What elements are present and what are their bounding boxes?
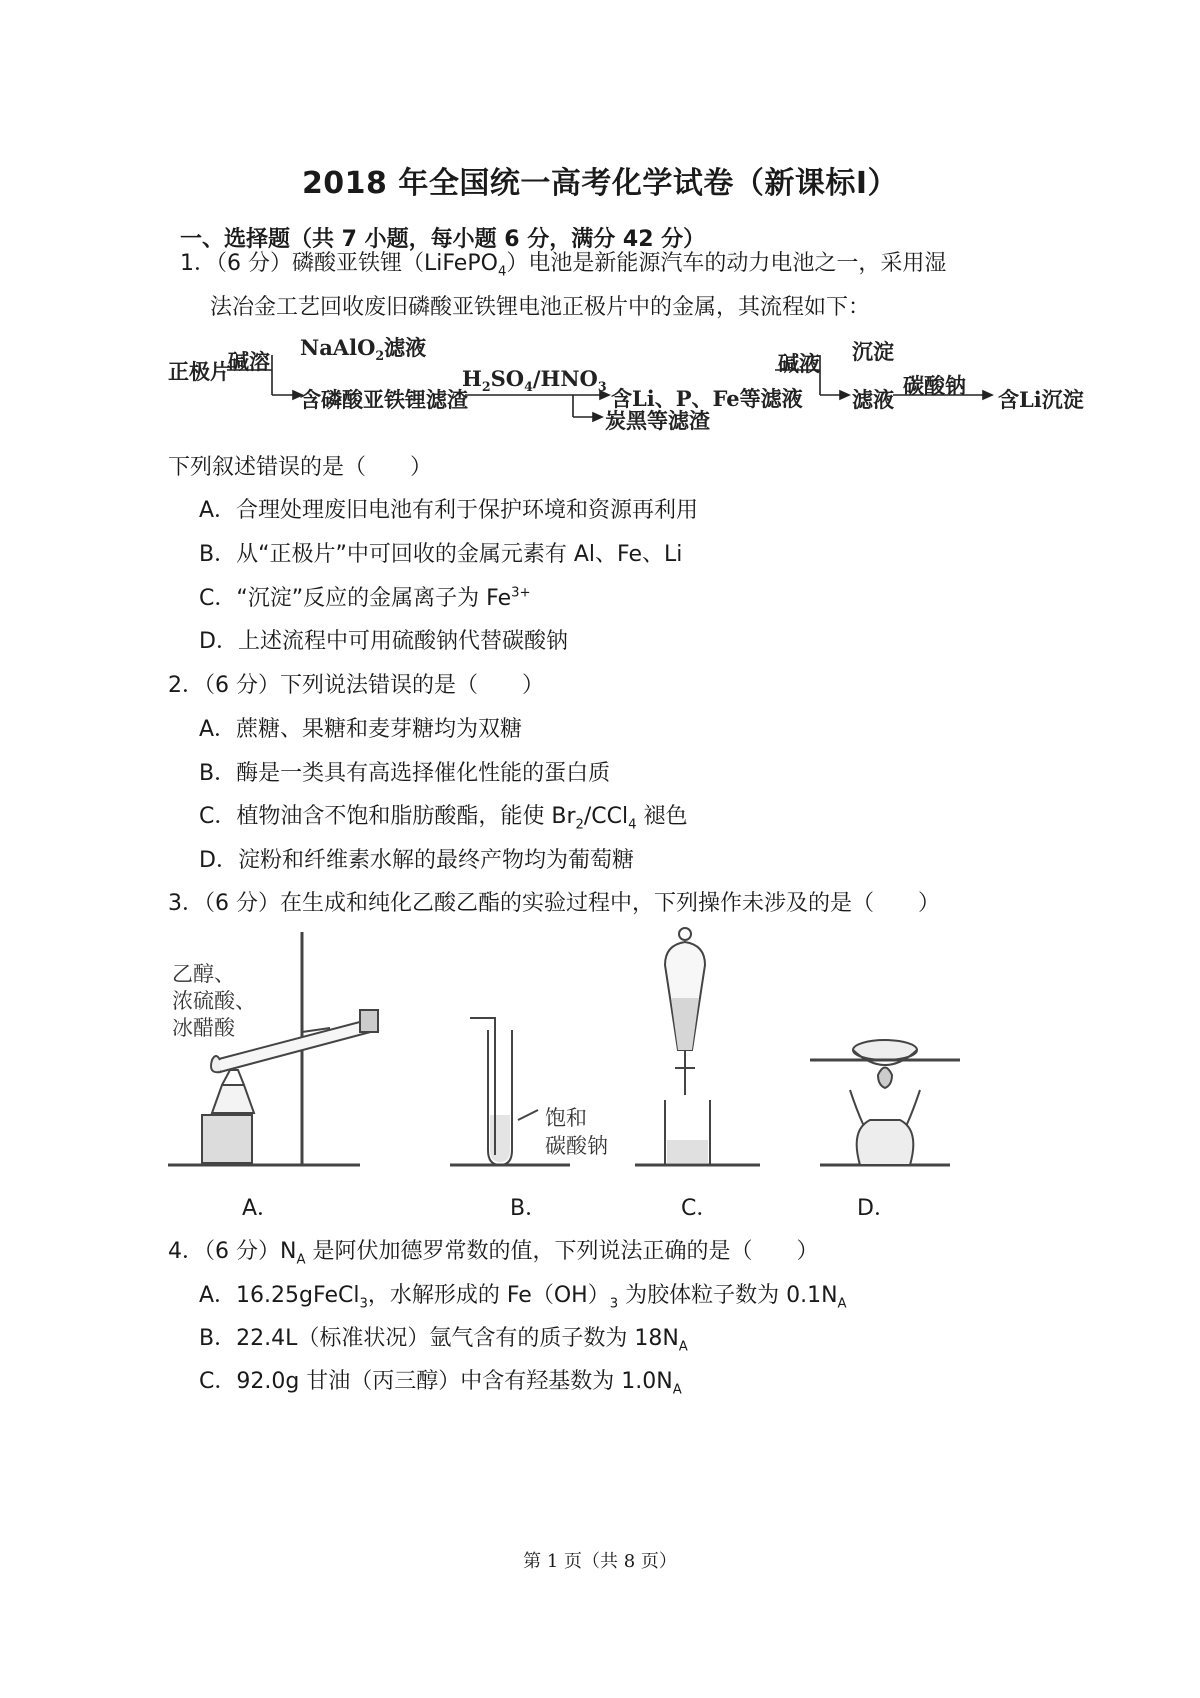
q2-option-c[interactable] (199, 799, 688, 832)
q4-option-b[interactable] (199, 1321, 688, 1354)
q2-c-mid: /CCl (583, 804, 629, 829)
q1-option-c-sup: 3+ (511, 585, 531, 601)
q4-a-sub2: 3 (609, 1296, 619, 1312)
q3-option-b[interactable]: B． (510, 1196, 548, 1221)
acid-hno: /HNO (532, 366, 598, 391)
flow-output-7: 含Li沉淀 (998, 387, 1084, 412)
q1-text-b: ）电池是新能源汽车的动力电池之一，采用湿 (506, 251, 947, 276)
apparatus-a-reagent-1: 乙醇、 (172, 962, 235, 986)
q2-option-a[interactable]: A．蔗糖、果糖和麦芽糖均为双糖 (199, 717, 523, 742)
q2-option-b[interactable]: B．酶是一类具有高选择催化性能的蛋白质 (199, 761, 611, 786)
q4-a-1: A．16.25gFeCl (199, 1283, 360, 1308)
question-1-line2: 法冶金工艺回收废旧磷酸亚铁锂电池正极片中的金属，其流程如下： (210, 295, 871, 320)
q2-c-sub2: 4 (628, 817, 637, 833)
page-footer: 第 1 页（共 8 页） (523, 1551, 677, 1572)
q2-c-sub1: 2 (575, 817, 584, 833)
q4-stem-sub: A (296, 1252, 306, 1268)
q4-a-3: 为胶体粒子数为 0.1N (618, 1283, 838, 1308)
flow-output-3: 含Li、P、Fe等滤液 (611, 386, 803, 411)
question-2-stem: 2．（6 分）下列说法错误的是（ ） (168, 673, 544, 698)
flow-out1-b: 滤液 (384, 335, 427, 360)
apparatus-b-reagent-2: 碳酸钠 (545, 1134, 608, 1158)
acid-so: SO (490, 366, 525, 391)
q4-a-sub1: 3 (359, 1296, 368, 1312)
flow-output-5: 沉淀 (852, 339, 894, 364)
q1-text-a: 1．（6 分）磷酸亚铁锂（LiFePO (180, 251, 498, 276)
q4-a-sub3: A (837, 1296, 847, 1312)
q4-option-a[interactable] (199, 1278, 847, 1311)
flow-step-3: 碳酸钠 (903, 373, 966, 398)
flow-step-1: 碱溶 (228, 349, 270, 374)
q3-option-d[interactable]: D． (857, 1196, 896, 1221)
q4-b-sub: A (678, 1339, 688, 1355)
question-1-stem: 下列叙述错误的是（ ） (168, 455, 433, 480)
flow-out1-sub: 2 (375, 348, 385, 364)
flow-output-2: 含磷酸亚铁锂滤渣 (300, 387, 468, 412)
apparatus-a-reagent-2: 浓硫酸、 (172, 989, 256, 1013)
q3-option-c[interactable]: C． (681, 1196, 719, 1221)
q4-stem-b: 是阿伏加德罗常数的值，下列说法正确的是（ ） (305, 1239, 819, 1264)
q4-option-c[interactable] (199, 1364, 682, 1397)
q1-option-c-text: C．“沉淀”反应的金属离子为 Fe (199, 586, 512, 611)
q4-a-2: ，水解形成的 Fe（OH） (367, 1283, 610, 1308)
question-3-stem: 3．（6 分）在生成和纯化乙酸乙酯的实验过程中，下列操作未涉及的是（ ） (168, 891, 940, 916)
question-4-stem (168, 1234, 818, 1267)
acid-h: H (462, 366, 482, 391)
q1-option-d[interactable]: D．上述流程中可用硫酸钠代替碳酸钠 (199, 629, 568, 654)
q3-option-a[interactable]: A． (242, 1196, 280, 1221)
q4-c-sub: A (672, 1382, 682, 1398)
flow-output-1 (300, 332, 426, 363)
flow-out1-a: NaAlO (300, 335, 376, 360)
q1-option-b[interactable]: B．从“正极片”中可回收的金属元素有 Al、Fe、Li (199, 542, 683, 567)
flow-output-4: 炭黑等滤渣 (605, 408, 710, 433)
acid-hno-sub: 3 (597, 379, 607, 395)
q1-option-a[interactable]: A．合理处理废旧电池有利于保护环境和资源再利用 (199, 498, 699, 523)
flow-acid-label (462, 366, 607, 394)
q2-option-c-text: C．植物油含不饱和脂肪酸酯，能使 Br (199, 804, 576, 829)
q4-stem-a: 4．（6 分）N (168, 1239, 297, 1264)
q4-c-text: C．92.0g 甘油（丙三醇）中含有羟基数为 1.0N (199, 1369, 673, 1394)
section-heading: 一、选择题（共 7 小题，每小题 6 分，满分 42 分） (180, 227, 706, 252)
q1-option-c[interactable] (199, 581, 531, 612)
q2-c-end: 褪色 (636, 804, 688, 829)
page-title: 2018 年全国统一高考化学试卷（新课标Ⅰ） (301, 166, 899, 201)
q4-b-text: B．22.4L（标准状况）氩气含有的质子数为 18N (199, 1326, 679, 1351)
flow-output-6: 滤液 (852, 387, 894, 412)
acid-so-sub: 4 (524, 379, 533, 395)
flow-start: 正极片 (168, 359, 231, 384)
question-1-line1 (180, 246, 946, 279)
acid-h-sub: 2 (481, 379, 491, 395)
apparatus-a-reagent-3: 冰醋酸 (172, 1016, 235, 1040)
flow-step-2: 碱液 (778, 351, 820, 376)
apparatus-b-reagent-1: 饱和 (545, 1106, 587, 1130)
q1-sub: 4 (497, 264, 507, 280)
q2-option-d[interactable]: D．淀粉和纤维素水解的最终产物均为葡萄糖 (199, 848, 634, 873)
